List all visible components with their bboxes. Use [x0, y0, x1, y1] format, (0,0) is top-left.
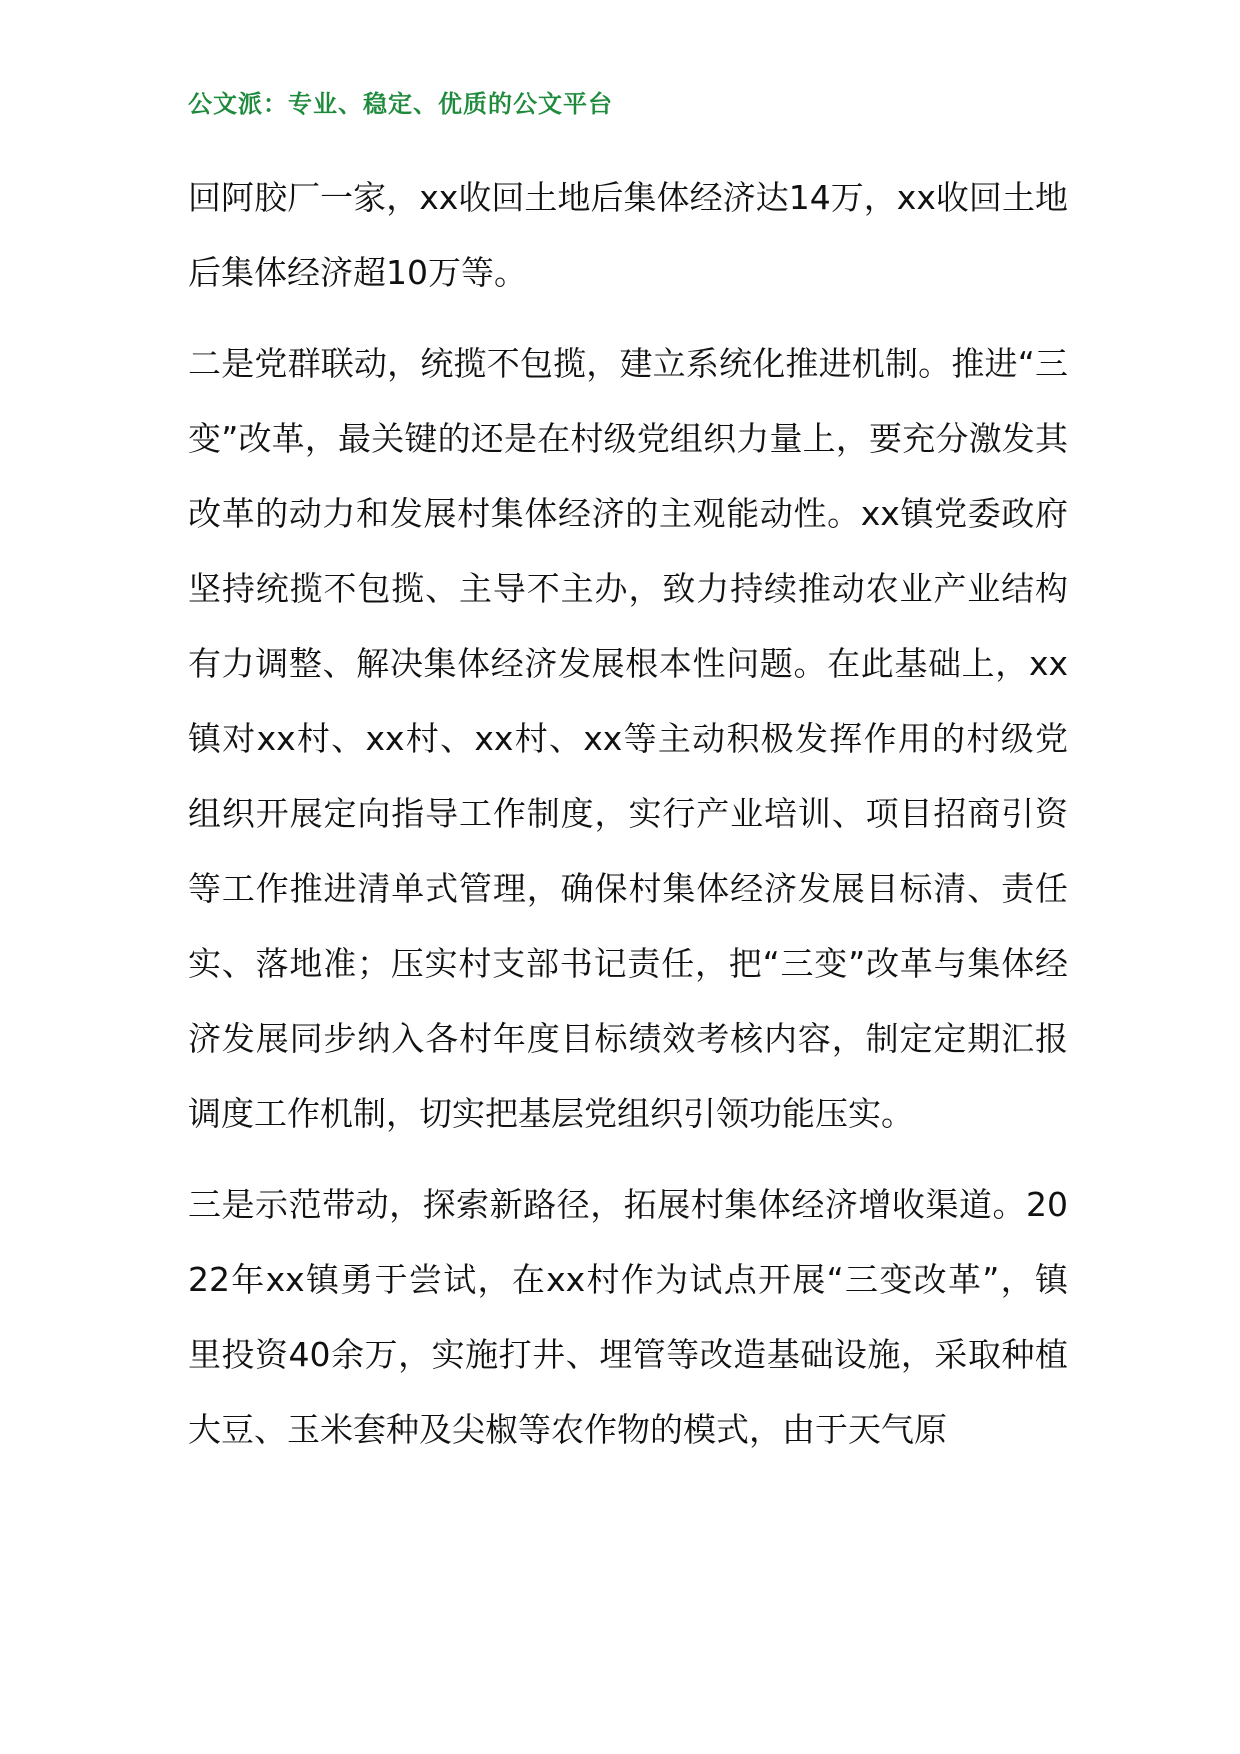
- paragraph-3: 三是示范带动，探索新路径，拓展村集体经济增收渠道。2022年xx镇勇于尝试，在xx村作为试点开展“三变改革”，镇里投资40余万，实施打井、埋管等改造基础设施，采取种植大豆、玉米套种及尖椒等农作物的模式，由于天气原: [188, 1185, 1068, 1449]
- document-body: [188, 160, 1068, 1467]
- paragraph-2: 二是党群联动，统揽不包揽，建立系统化推进机制。推进“三变”改革，最关键的还是在村级党组织力量上，要充分激发其改革的动力和发展村集体经济的主观能动性。xx镇党委政府坚持统揽不包揽、主导不主办，致力持续推动农业产业结构有力调整、解决集体经济发展根本性问题。在此基础上，xx镇对xx村、xx村、xx村、xx等主动积极发挥作用的村级党组织开展定向指导工作制度，实行产业培训、项目招商引资等工作推进清单式管理，确保村集体经济发展目标清、责任实、落地准；压实村支部书记责任，把“三变”改革与集体经济发展同步纳入各村年度目标绩效考核内容，制定定期汇报调度工作机制，切实把基层党组织引领功能压实。: [188, 344, 1068, 1133]
- paragraph-1: 回阿胶厂一家，xx收回土地后集体经济达14万，xx收回土地后集体经济超10万等。: [188, 178, 1068, 292]
- page-header: 公文派：专业、稳定、优质的公文平台: [188, 90, 613, 118]
